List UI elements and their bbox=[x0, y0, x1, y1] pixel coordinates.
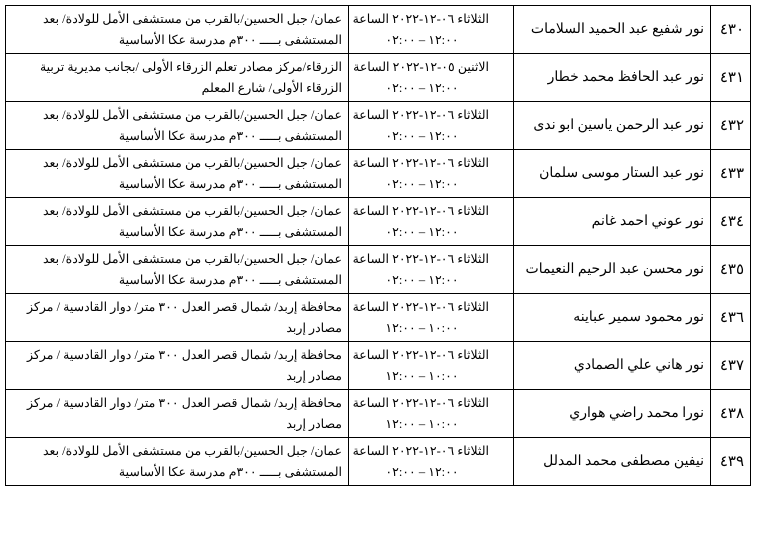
exam-location bbox=[6, 246, 349, 294]
table-row bbox=[6, 294, 751, 342]
table-row bbox=[6, 438, 751, 486]
exam-time: ١٢:٠٠ – ٠٢:٠٠ bbox=[385, 32, 459, 47]
row-number: ٤٣٨ bbox=[711, 390, 751, 438]
exam-location bbox=[6, 198, 349, 246]
schedule-body bbox=[6, 6, 751, 486]
exam-time: ١٢:٠٠ – ٠٢:٠٠ bbox=[385, 176, 459, 191]
location-line-2: المستشفى بـــــ ٣٠٠م مدرسة عكا الأساسية bbox=[118, 464, 342, 479]
location-line-1: محافظة إربد/ شمال قصر العدل ٣٠٠ متر/ دوار القادسية / مركز bbox=[27, 395, 342, 410]
exam-location bbox=[6, 390, 349, 438]
exam-datetime bbox=[349, 246, 514, 294]
location-line-1: محافظة إربد/ شمال قصر العدل ٣٠٠ متر/ دوار القادسية / مركز bbox=[27, 347, 342, 362]
table-row bbox=[6, 246, 751, 294]
exam-datetime bbox=[349, 102, 514, 150]
table-row bbox=[6, 102, 751, 150]
exam-date: الثلاثاء ٠٦-١٢-٢٠٢٢ الساعة bbox=[352, 11, 489, 26]
exam-time: ١٢:٠٠ – ٠٢:٠٠ bbox=[385, 272, 459, 287]
exam-datetime bbox=[349, 54, 514, 102]
candidate-name: نيفين مصطفى محمد المدلل bbox=[514, 438, 711, 486]
location-line-1: محافظة إربد/ شمال قصر العدل ٣٠٠ متر/ دوار القادسية / مركز bbox=[27, 299, 342, 314]
candidate-name: نور عبد الستار موسى سلمان bbox=[514, 150, 711, 198]
candidate-name: نور محسن عبد الرحيم النعيمات bbox=[514, 246, 711, 294]
candidate-name: نور هاني علي الصمادي bbox=[514, 342, 711, 390]
exam-date: الثلاثاء ٠٦-١٢-٢٠٢٢ الساعة bbox=[352, 251, 489, 266]
exam-date: الثلاثاء ٠٦-١٢-٢٠٢٢ الساعة bbox=[352, 347, 489, 362]
location-line-2: المستشفى بـــــ ٣٠٠م مدرسة عكا الأساسية bbox=[118, 176, 342, 191]
location-line-2: مصادر إربد bbox=[286, 416, 342, 431]
table-row bbox=[6, 54, 751, 102]
location-line-2: المستشفى بـــــ ٣٠٠م مدرسة عكا الأساسية bbox=[118, 224, 342, 239]
candidate-name: نورا محمد راضي هواري bbox=[514, 390, 711, 438]
location-line-2: الزرقاء الأولى/ شارع المعلم bbox=[201, 80, 342, 95]
row-number: ٤٣٤ bbox=[711, 198, 751, 246]
exam-date: الثلاثاء ٠٦-١٢-٢٠٢٢ الساعة bbox=[352, 443, 489, 458]
table-row bbox=[6, 198, 751, 246]
exam-location bbox=[6, 102, 349, 150]
exam-date: الثلاثاء ٠٦-١٢-٢٠٢٢ الساعة bbox=[352, 107, 489, 122]
location-line-1: عمان/ جبل الحسين/بالقرب من مستشفى الأمل للولادة/ بعد bbox=[42, 155, 342, 170]
candidate-name: نور عبد الرحمن ياسين ابو ندى bbox=[514, 102, 711, 150]
exam-time: ١٢:٠٠ – ٠٢:٠٠ bbox=[385, 80, 459, 95]
exam-time: ١٠:٠٠ – ١٢:٠٠ bbox=[385, 320, 459, 335]
row-number: ٤٣٥ bbox=[711, 246, 751, 294]
exam-datetime bbox=[349, 390, 514, 438]
row-number: ٤٣٩ bbox=[711, 438, 751, 486]
exam-date: الثلاثاء ٠٦-١٢-٢٠٢٢ الساعة bbox=[352, 395, 489, 410]
location-line-1: عمان/ جبل الحسين/بالقرب من مستشفى الأمل للولادة/ بعد bbox=[42, 11, 342, 26]
table-row bbox=[6, 390, 751, 438]
schedule-table bbox=[5, 5, 751, 486]
exam-date: الثلاثاء ٠٦-١٢-٢٠٢٢ الساعة bbox=[352, 299, 489, 314]
exam-datetime bbox=[349, 6, 514, 54]
exam-datetime bbox=[349, 294, 514, 342]
location-line-2: المستشفى بـــــ ٣٠٠م مدرسة عكا الأساسية bbox=[118, 32, 342, 47]
table-row bbox=[6, 150, 751, 198]
exam-date: الاثنين ٠٥-١٢-٢٠٢٢ الساعة bbox=[353, 59, 489, 74]
location-line-1: الزرقاء/مركز مصادر تعلم الزرقاء الأولى /بجانب مديرية تربية bbox=[39, 59, 342, 74]
location-line-2: مصادر إربد bbox=[286, 368, 342, 383]
table-row bbox=[6, 6, 751, 54]
exam-location bbox=[6, 6, 349, 54]
row-number: ٤٣٧ bbox=[711, 342, 751, 390]
exam-location bbox=[6, 150, 349, 198]
exam-time: ١٠:٠٠ – ١٢:٠٠ bbox=[385, 368, 459, 383]
row-number: ٤٣٠ bbox=[711, 6, 751, 54]
location-line-1: عمان/ جبل الحسين/بالقرب من مستشفى الأمل للولادة/ بعد bbox=[42, 203, 342, 218]
exam-datetime bbox=[349, 342, 514, 390]
candidate-name: نور عوني احمد غانم bbox=[514, 198, 711, 246]
exam-time: ١٢:٠٠ – ٠٢:٠٠ bbox=[385, 464, 459, 479]
candidate-name: نور محمود سمير عباينه bbox=[514, 294, 711, 342]
location-line-2: المستشفى بـــــ ٣٠٠م مدرسة عكا الأساسية bbox=[118, 128, 342, 143]
exam-datetime bbox=[349, 150, 514, 198]
row-number: ٤٣٣ bbox=[711, 150, 751, 198]
candidate-name: نور شفيع عبد الحميد السلامات bbox=[514, 6, 711, 54]
exam-date: الثلاثاء ٠٦-١٢-٢٠٢٢ الساعة bbox=[352, 155, 489, 170]
exam-datetime bbox=[349, 198, 514, 246]
location-line-2: المستشفى بـــــ ٣٠٠م مدرسة عكا الأساسية bbox=[118, 272, 342, 287]
location-line-1: عمان/ جبل الحسين/بالقرب من مستشفى الأمل للولادة/ بعد bbox=[42, 251, 342, 266]
exam-datetime bbox=[349, 438, 514, 486]
location-line-2: مصادر إربد bbox=[286, 320, 342, 335]
exam-date: الثلاثاء ٠٦-١٢-٢٠٢٢ الساعة bbox=[352, 203, 489, 218]
exam-location bbox=[6, 294, 349, 342]
row-number: ٤٣٦ bbox=[711, 294, 751, 342]
candidate-name: نور عبد الحافظ محمد خطار bbox=[514, 54, 711, 102]
row-number: ٤٣١ bbox=[711, 54, 751, 102]
exam-location bbox=[6, 54, 349, 102]
exam-time: ١٢:٠٠ – ٠٢:٠٠ bbox=[385, 224, 459, 239]
exam-time: ١٢:٠٠ – ٠٢:٠٠ bbox=[385, 128, 459, 143]
row-number: ٤٣٢ bbox=[711, 102, 751, 150]
location-line-1: عمان/ جبل الحسين/بالقرب من مستشفى الأمل للولادة/ بعد bbox=[42, 107, 342, 122]
exam-time: ١٠:٠٠ – ١٢:٠٠ bbox=[385, 416, 459, 431]
exam-location bbox=[6, 342, 349, 390]
table-row bbox=[6, 342, 751, 390]
exam-location bbox=[6, 438, 349, 486]
location-line-1: عمان/ جبل الحسين/بالقرب من مستشفى الأمل للولادة/ بعد bbox=[42, 443, 342, 458]
